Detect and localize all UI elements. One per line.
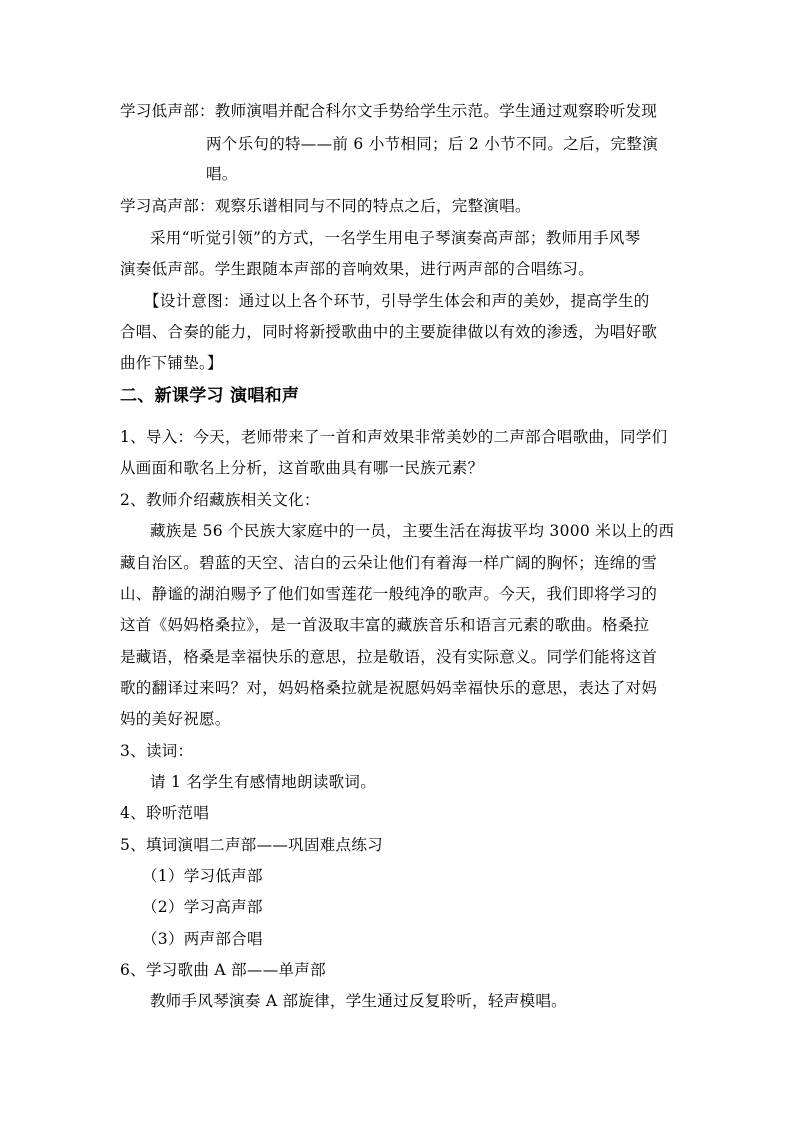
reading-body: 请 1 名学生有感情地朗读歌词。	[150, 773, 377, 791]
culture-body-line-1: 藏族是 56 个民族大家庭中的一员，主要生活在海拔平均 3000 米以上的西	[150, 522, 675, 540]
listen-title: 4、聆听范唱	[120, 804, 210, 822]
low-part-line-1: 学习低声部：教师演唱并配合科尔文手势给学生示范。学生通过观察聆听发现	[120, 102, 658, 120]
intro-line-1: 1、导入：今天，老师带来了一首和声效果非常美妙的二声部合唱歌曲，同学们	[120, 428, 668, 446]
fill-item-3: （3）两声部合唱	[142, 930, 263, 948]
high-part-line: 学习高声部：观察乐谱相同与不同的特点之后，完整演唱。	[120, 197, 531, 215]
culture-body-line-5: 是藏语，格桑是幸福快乐的意思，拉是敬语，没有实际意义。同学们能将这首	[120, 648, 658, 666]
low-part-line-2: 两个乐句的特——前 6 小节相同；后 2 小节不同。之后，完整演	[206, 135, 659, 153]
intro-line-2: 从画面和歌名上分析，这首歌曲具有哪一民族元素？	[120, 459, 484, 477]
song-a-body: 教师手风琴演奏 A 部旋律，学生通过反复聆听，轻声模唱。	[150, 992, 567, 1010]
listening-lead-line-1: 采用“听觉引领”的方式，一名学生用电子琴演奏高声部；教师用手风琴	[150, 229, 641, 247]
fill-title: 5、填词演唱二声部——巩固难点练习	[120, 836, 383, 854]
culture-body-line-6: 歌的翻译过来吗？对，妈妈格桑拉就是祝愿妈妈幸福快乐的意思，表达了对妈	[120, 679, 658, 697]
design-intent-line-2: 合唱、合奏的能力，同时将新授歌曲中的主要旋律做以有效的渗透，为唱好歌	[120, 323, 658, 341]
fill-item-1: （1）学习低声部	[142, 867, 263, 885]
section-heading: 二、新课学习 演唱和声	[120, 386, 300, 406]
culture-body-line-2: 藏自治区。碧蓝的天空、洁白的云朵让他们有着海一样广阔的胸怀；连绵的雪	[120, 554, 658, 572]
culture-body-line-3: 山、静谧的湖泊赐予了他们如雪莲花一般纯净的歌声。今天，我们即将学习的	[120, 585, 658, 603]
culture-title: 2、教师介绍藏族相关文化：	[120, 491, 320, 509]
design-intent-line-1: 【设计意图：通过以上各个环节，引导学生体会和声的美妙，提高学生的	[144, 292, 650, 310]
listening-lead-line-2: 演奏低声部。学生跟随本声部的音响效果，进行两声部的合唱练习。	[120, 260, 595, 278]
low-part-line-3: 唱。	[206, 165, 238, 183]
fill-item-2: （2）学习高声部	[142, 898, 263, 916]
reading-title: 3、读词：	[120, 742, 194, 760]
culture-body-line-4: 这首《妈妈格桑拉》，是一首汲取丰富的藏族音乐和语言元素的歌曲。格桑拉	[120, 616, 650, 634]
design-intent-line-3: 曲作下铺垫。】	[120, 354, 223, 372]
song-a-title: 6、学习歌曲 A 部——单声部	[120, 961, 326, 979]
culture-body-line-7: 妈的美好祝愿。	[120, 710, 231, 728]
